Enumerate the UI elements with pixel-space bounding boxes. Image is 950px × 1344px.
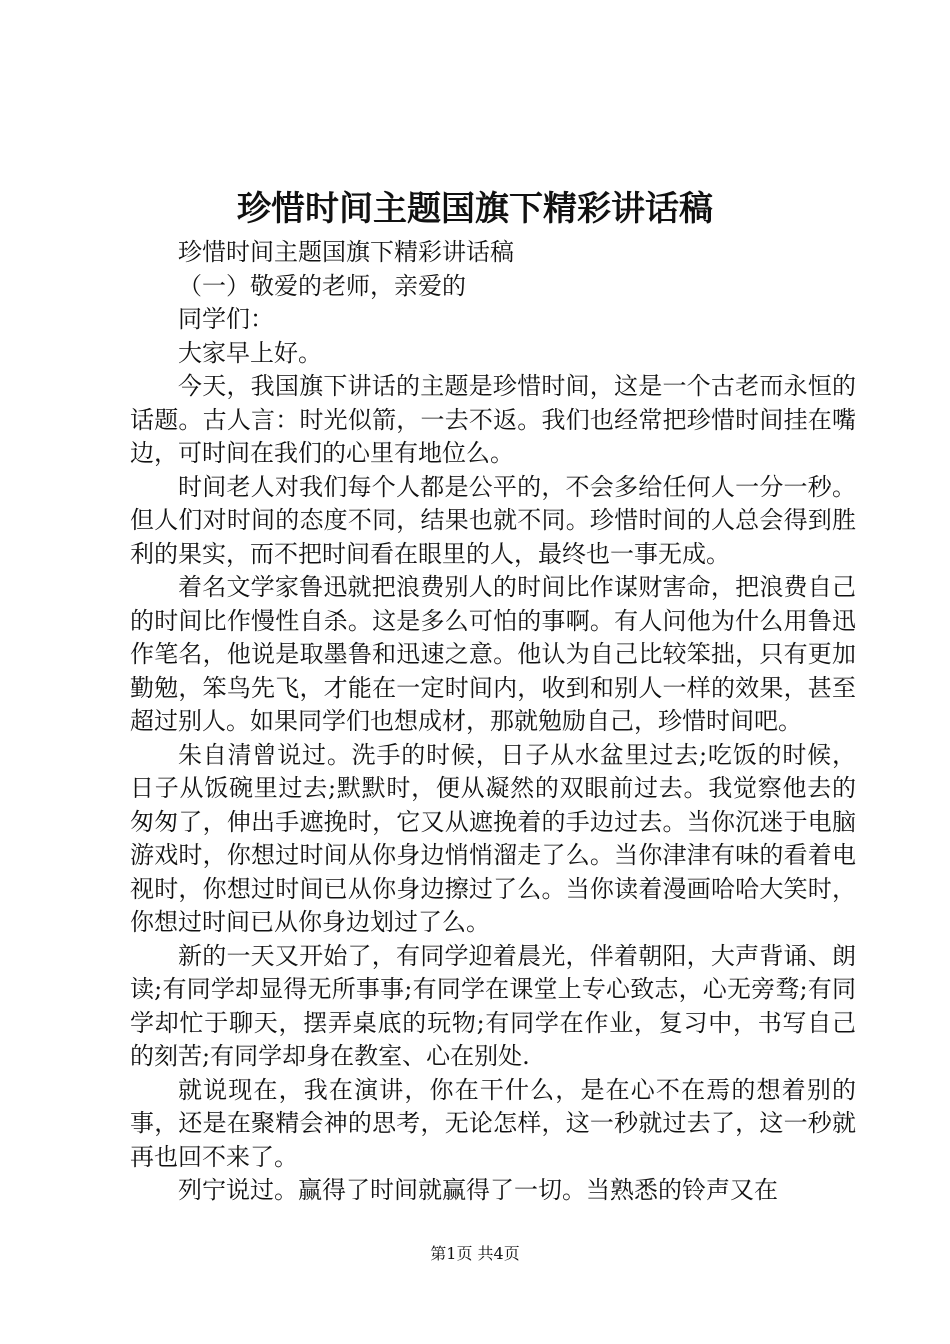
page-number-footer: 第1页 共4页 <box>430 1244 520 1263</box>
paragraph: 列宁说过。赢得了时间就赢得了一切。当熟悉的铃声又在 <box>178 1176 778 1204</box>
paragraph: 今天，我国旗下讲话的主题是珍惜时间，这是一个古老而永恒的话题。古人言：时光似箭，一去不返。我们也经常把珍惜时间挂在嘴边，可时间在我们的心里有地位么。 <box>130 372 856 467</box>
paragraph: 朱自清曾说过。洗手的时候，日子从水盆里过去;吃饭的时候，日子从饭碗里过去;默默时，便从凝然的双眼前过去。我觉察他去的匆匆了，伸出手遮挽时，它又从遮挽着的手边过去。当你沉迷于电脑游戏时，你想过时间从你身边悄悄溜走了么。当你津津有味的看着电视时，你想过时间已从你身边擦过了么。当你读着漫画哈哈大笑时，你想过时间已从你身边划过了么。 <box>130 740 856 936</box>
paragraph: 就说现在，我在演讲，你在干什么，是在心不在焉的想着别的事，还是在聚精会神的思考，无论怎样，这一秒就过去了，这一秒就再也回不来了。 <box>130 1075 856 1171</box>
paragraph: （一）敬爱的老师，亲爱的 <box>178 271 466 300</box>
document-body <box>130 236 856 1208</box>
paragraph: 大家早上好。 <box>178 338 322 367</box>
document-title: 珍惜时间主题国旗下精彩讲话稿 <box>237 189 713 229</box>
paragraph: 珍惜时间主题国旗下精彩讲话稿 <box>178 238 514 266</box>
paragraph: 着名文学家鲁迅就把浪费别人的时间比作谋财害命，把浪费自己的时间比作慢性自杀。这是多么可怕的事啊。有人问他为什么用鲁迅作笔名，他说是取墨鲁和迅速之意。他认为自己比较笨拙，只有更加勤勉，笨鸟先飞，才能在一定时间内，收到和别人一样的效果，甚至超过别人。如果同学们也想成材，那就勉励自己，珍惜时间吧。 <box>130 573 856 735</box>
paragraph: 同学们： <box>178 305 274 333</box>
paragraph: 新的一天又开始了，有同学迎着晨光，伴着朝阳，大声背诵、朗读;有同学却显得无所事事;有同学在课堂上专心致志，心无旁骛;有同学却忙于聊天，摆弄桌底的玩物;有同学在作业，复习中，书写自己的刻苦;有同学却身在教室、心在别处. <box>130 941 856 1070</box>
paragraph: 时间老人对我们每个人都是公平的，不会多给任何人一分一秒。但人们对时间的态度不同，结果也就不同。珍惜时间的人总会得到胜利的果实，而不把时间看在眼里的人，最终也一事无成。 <box>130 472 856 568</box>
